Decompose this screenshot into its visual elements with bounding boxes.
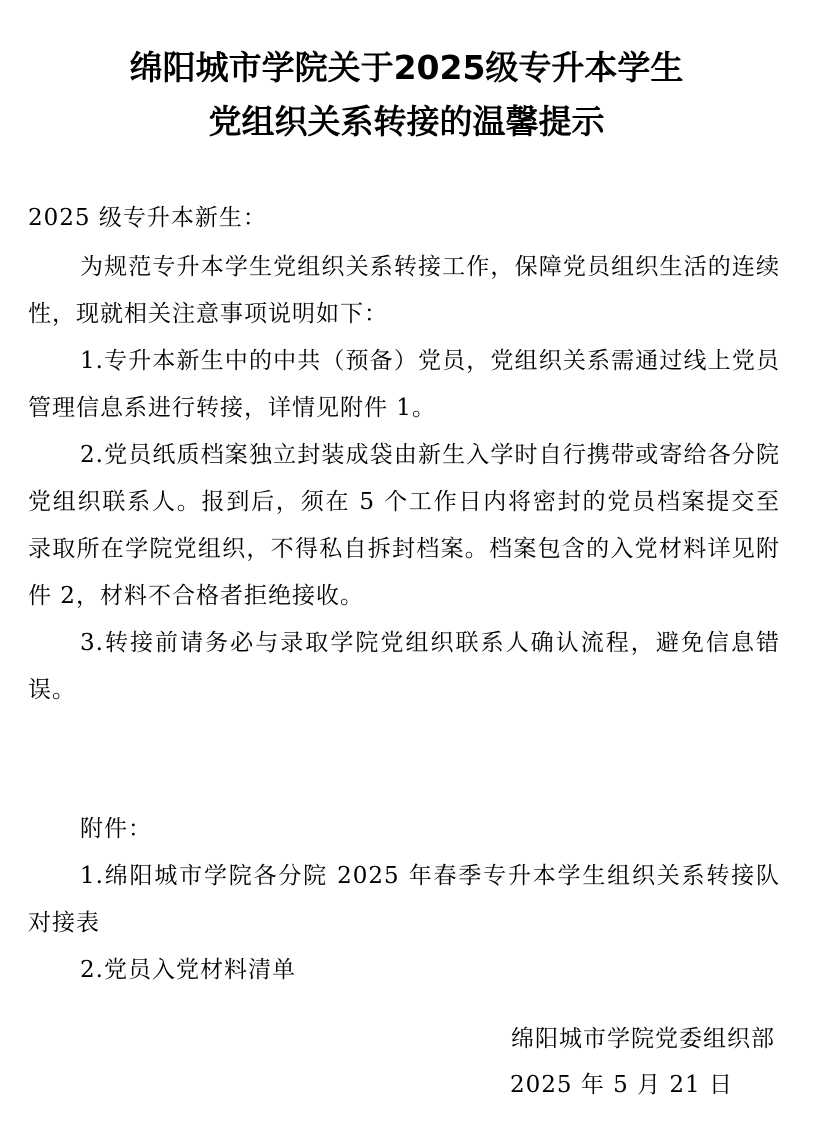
attachment-item-2: 2.党员入党材料清单 bbox=[80, 957, 296, 983]
item-2-paragraph: 2.党员纸质档案独立封装成袋由新生入学时自行携带或寄给各分院党组织联系人。报到后，须在 5 个工作日内将密封的党员档案提交至录取所在学院党组织，不得私自拆封档案。档案包含的入党材料详见附件 2，材料不合格者拒绝接收。 bbox=[28, 442, 780, 609]
item-1-paragraph: 1.专升本新生中的中共（预备）党员，党组织关系需通过线上党员管理信息系进行转接，详情见附件 1。 bbox=[28, 348, 780, 421]
document-title-line-1: 绵阳城市学院关于2025级专升本学生 bbox=[129, 48, 684, 87]
attachment-item-1: 1.绵阳城市学院各分院 2025 年春季专升本学生组织关系转接队对接表 bbox=[28, 863, 780, 936]
item-3-paragraph: 3.转接前请务必与录取学院党组织联系人确认流程，避免信息错误。 bbox=[28, 630, 780, 703]
greeting: 2025 级专升本新生： bbox=[28, 205, 267, 231]
document-title-line-2: 党组织关系转接的温馨提示 bbox=[208, 102, 605, 141]
signature-organization: 绵阳城市学院党委组织部 bbox=[511, 1026, 775, 1052]
signature-date: 2025 年 5 月 21 日 bbox=[510, 1072, 733, 1098]
intro-paragraph: 为规范专升本学生党组织关系转接工作，保障党员组织生活的连续性，现就相关注意事项说明如下： bbox=[28, 254, 780, 327]
attachments-heading: 附件： bbox=[80, 816, 152, 842]
